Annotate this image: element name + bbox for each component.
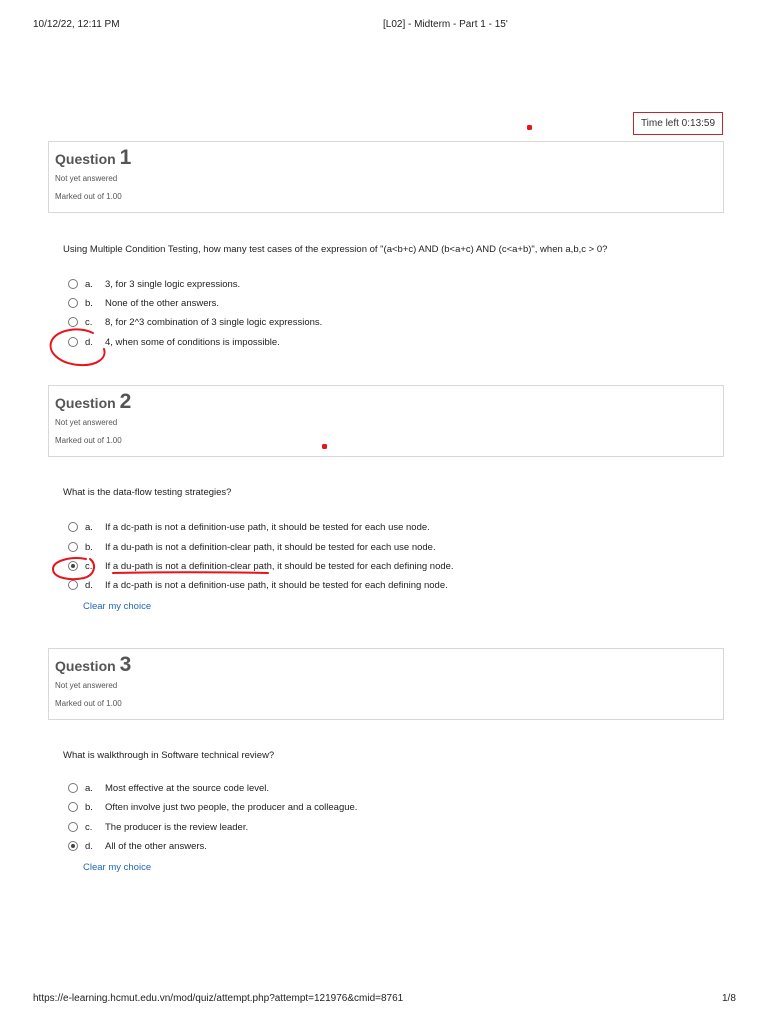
question-text-2: What is the data-flow testing strategies? — [63, 487, 232, 498]
option-2d[interactable] — [68, 579, 448, 591]
question-number: 3 — [119, 653, 132, 676]
radio-button[interactable] — [68, 279, 78, 289]
option-text: If a dc-path is not a definition-use path, it should be tested for each defining node. — [105, 579, 448, 591]
option-text: None of the other answers. — [105, 297, 220, 309]
radio-button-selected[interactable] — [68, 841, 78, 851]
red-dot-annotation — [527, 125, 532, 130]
option-letter: c. — [85, 316, 93, 328]
option-text: 8, for 2^3 combination of 3 single logic expressions. — [105, 316, 323, 328]
red-underline-annotation — [113, 572, 268, 573]
radio-button[interactable] — [68, 337, 78, 347]
time-left-timer — [633, 112, 723, 135]
question-title — [55, 146, 717, 169]
option-letter: a. — [85, 521, 93, 533]
question-info-3 — [48, 648, 724, 720]
question-text-1: Using Multiple Condition Testing, how many test cases of the expression of "(a<b+c) AND (b<a+c) AND (c<a+b)", when a,b,c > 0? — [63, 244, 608, 255]
radio-button[interactable] — [68, 783, 78, 793]
question-state: Not yet answered — [55, 418, 118, 427]
print-url: https://e-learning.hcmut.edu.vn/mod/quiz/attempt.php?attempt=121976&cmid=8761 — [33, 993, 404, 1004]
clear-choice-link-2[interactable]: Clear my choice — [83, 601, 152, 612]
question-title — [55, 653, 717, 676]
question-marks: Marked out of 1.00 — [55, 192, 122, 201]
option-letter: b. — [85, 541, 93, 553]
question-marks: Marked out of 1.00 — [55, 436, 122, 445]
radio-button[interactable] — [68, 580, 78, 590]
option-letter: c. — [85, 560, 93, 572]
option-1b[interactable] — [68, 297, 219, 309]
question-label: Question — [55, 658, 116, 674]
option-3b[interactable] — [68, 801, 357, 813]
radio-button[interactable] — [68, 542, 78, 552]
option-3a[interactable] — [68, 782, 269, 794]
option-letter: c. — [85, 821, 93, 833]
radio-button[interactable] — [68, 298, 78, 308]
option-text: 3, for 3 single logic expressions. — [105, 278, 241, 290]
question-label: Question — [55, 151, 116, 167]
radio-button[interactable] — [68, 802, 78, 812]
question-info-2 — [48, 385, 724, 457]
option-text: If a du-path is not a definition-clear path, it should be tested for each use node. — [105, 541, 436, 553]
option-letter: d. — [85, 579, 93, 591]
question-state: Not yet answered — [55, 681, 118, 690]
clear-choice-link-3[interactable]: Clear my choice — [83, 862, 152, 873]
option-2b[interactable] — [68, 541, 436, 553]
question-state: Not yet answered — [55, 174, 118, 183]
option-letter: a. — [85, 278, 93, 290]
radio-button[interactable] — [68, 522, 78, 532]
question-number: 1 — [119, 146, 132, 169]
option-2c[interactable] — [68, 560, 454, 572]
option-3c[interactable] — [68, 821, 248, 833]
question-number: 2 — [119, 390, 132, 413]
print-page-number: 1/8 — [722, 993, 736, 1004]
question-text-3: What is walkthrough in Software technical review? — [63, 750, 275, 761]
option-text: If a dc-path is not a definition-use path, it should be tested for each use node. — [105, 521, 430, 533]
option-letter: d. — [85, 840, 93, 852]
option-letter: b. — [85, 297, 93, 309]
time-left-text: Time left 0:13:59 — [640, 118, 716, 129]
option-text: 4, when some of conditions is impossible. — [105, 336, 280, 348]
option-1a[interactable] — [68, 278, 240, 290]
radio-button[interactable] — [68, 317, 78, 327]
radio-button[interactable] — [68, 822, 78, 832]
print-datetime: 10/12/22, 12:11 PM — [33, 19, 120, 30]
option-text: Often involve just two people, the producer and a colleague. — [105, 801, 358, 813]
option-1c[interactable] — [68, 316, 322, 328]
question-title — [55, 390, 717, 413]
option-1d[interactable] — [68, 336, 280, 348]
option-text: The producer is the review leader. — [105, 821, 249, 833]
question-info-1 — [48, 141, 724, 213]
question-label: Question — [55, 395, 116, 411]
option-2a[interactable] — [68, 521, 430, 533]
option-text: All of the other answers. — [105, 840, 207, 852]
question-marks: Marked out of 1.00 — [55, 699, 122, 708]
radio-button-selected[interactable] — [68, 561, 78, 571]
option-letter: d. — [85, 336, 93, 348]
option-letter: a. — [85, 782, 93, 794]
option-letter: b. — [85, 801, 93, 813]
print-page-title: [L02] - Midterm - Part 1 - 15' — [383, 19, 508, 30]
option-text: Most effective at the source code level. — [105, 782, 270, 794]
option-3d[interactable] — [68, 840, 207, 852]
option-text: If a du-path is not a definition-clear path, it should be tested for each defining node. — [105, 560, 454, 572]
